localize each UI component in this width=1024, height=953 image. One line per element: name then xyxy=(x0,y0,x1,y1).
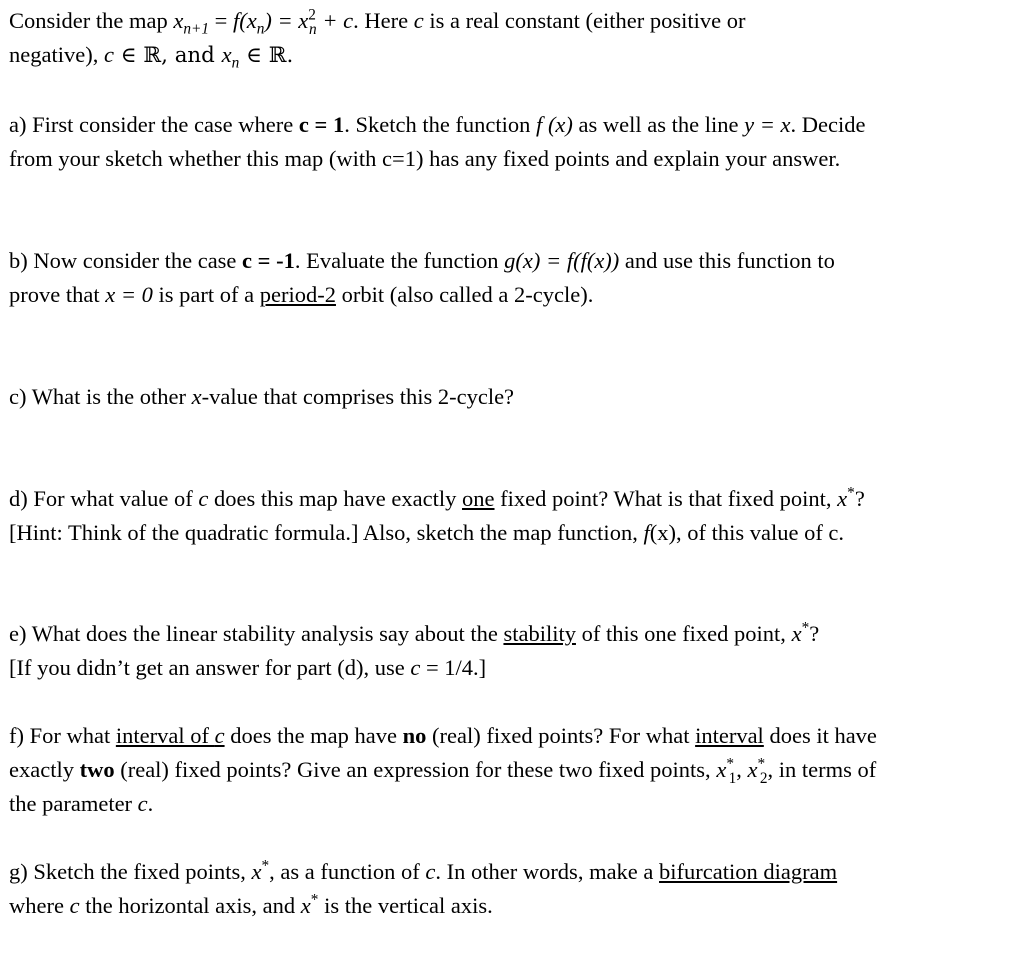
var-x: x xyxy=(300,893,311,918)
intro-text: . Here xyxy=(353,8,414,33)
text: ? xyxy=(809,621,820,646)
text: is part of a xyxy=(152,282,260,307)
text: d) For what value of xyxy=(9,486,199,511)
star-superscript: * xyxy=(726,755,734,773)
var-x: x xyxy=(747,757,758,782)
intro-line-2 xyxy=(9,38,1017,73)
eq-eq: = xyxy=(208,8,233,33)
text: a) First consider the case where xyxy=(9,112,299,137)
text: c) What is the other xyxy=(9,384,192,409)
bold-text: c = 1 xyxy=(298,112,345,137)
text: -value that comprises this 2-cycle? xyxy=(201,384,515,409)
text: . xyxy=(147,791,154,816)
set-membership: ∈ ℝ, and xyxy=(113,43,222,68)
part-a-line-2: from your sketch whether this map (with c=1) has any fixed points and explain your answer. xyxy=(9,146,841,171)
var-c: c xyxy=(425,859,436,884)
eq-sub: n xyxy=(309,20,317,38)
text: where xyxy=(9,893,70,918)
text: the horizontal axis, and xyxy=(79,893,301,918)
text: prove that xyxy=(9,282,106,307)
part-f-paragraph xyxy=(9,719,1017,821)
var-x: x xyxy=(791,621,802,646)
var-c: c xyxy=(69,893,80,918)
star-superscript: * xyxy=(757,755,766,773)
text: [Hint: Think of the quadratic formula.] Also, sketch the map function, xyxy=(9,520,644,545)
text: . Sketch the function xyxy=(344,112,537,137)
intro-paragraph xyxy=(9,4,1017,73)
part-d-paragraph xyxy=(9,482,1017,550)
part-b-paragraph xyxy=(9,244,1017,312)
eq-arg-close: ) = x xyxy=(264,8,309,33)
g-equation: g(x) = f(f(x)) xyxy=(504,248,620,273)
text: does the map have xyxy=(224,723,403,748)
text: ? xyxy=(854,486,865,511)
var-x: x xyxy=(716,757,727,782)
text: and use this function to xyxy=(619,248,835,273)
bold-text: no xyxy=(402,723,427,748)
eq-sup: 2 xyxy=(308,6,316,24)
line-equation: y = x xyxy=(744,112,791,137)
star-superscript: * xyxy=(261,857,270,875)
intro-line-1 xyxy=(9,4,1017,38)
intro-text: is a real constant (either positive or xyxy=(423,8,746,33)
part-g-paragraph xyxy=(9,855,1017,923)
var-f: f xyxy=(536,112,543,137)
text: (x) xyxy=(649,520,676,545)
text: , as a function of xyxy=(269,859,426,884)
part-g-line-2 xyxy=(9,889,1017,923)
text: (real) fixed points? Give an expression for these two fixed points, xyxy=(114,757,717,782)
part-e-paragraph xyxy=(9,617,1017,685)
subscript: 1 xyxy=(728,769,737,787)
part-c-line-1 xyxy=(9,380,1017,414)
part-b-line-1 xyxy=(9,244,1017,278)
text: . Decide xyxy=(790,112,866,137)
part-f-line-2 xyxy=(9,753,1017,787)
var-f: f xyxy=(643,520,650,545)
text: of this one fixed point, xyxy=(575,621,792,646)
text: (real) fixed points? For what xyxy=(426,723,696,748)
var-c: c xyxy=(410,655,421,680)
var-x: x xyxy=(191,384,202,409)
text: fixed point? What is that fixed point, xyxy=(494,486,838,511)
part-f-line-1 xyxy=(9,719,1017,753)
text: the parameter xyxy=(9,791,138,816)
text: g) Sketch the fixed points, xyxy=(9,859,252,884)
text: . In other words, make a xyxy=(435,859,660,884)
var-x: x = 0 xyxy=(105,282,153,307)
star-superscript: * xyxy=(847,484,855,502)
intro-text: negative), xyxy=(9,42,104,67)
var-c: c xyxy=(214,723,225,748)
text: as well as the line xyxy=(572,112,745,137)
var-c: c xyxy=(103,42,114,67)
text: = 1/4.] xyxy=(420,655,487,680)
bold-text: c = -1 xyxy=(242,248,295,273)
part-c-paragraph xyxy=(9,380,1017,414)
subscript: 2 xyxy=(759,769,768,787)
set-membership: ∈ ℝ. xyxy=(239,43,294,68)
text: e) What does the linear stability analysis say about the xyxy=(9,621,504,646)
part-g-line-1 xyxy=(9,855,1017,889)
part-a-paragraph xyxy=(9,108,1017,176)
star-superscript: * xyxy=(801,619,810,637)
part-d-line-1 xyxy=(9,482,1017,516)
underlined-text: one xyxy=(462,486,495,511)
var-x: x xyxy=(221,42,232,67)
var-x: (x) xyxy=(542,112,573,137)
text: , in terms of xyxy=(767,757,877,782)
text: interval of xyxy=(115,723,215,748)
eq-sub: n+1 xyxy=(183,20,209,38)
text: [If you didn’t get an answer for part (d), use xyxy=(9,655,411,680)
eq-tail: + c xyxy=(316,8,354,33)
eq-arg: (x xyxy=(239,8,257,33)
text: , xyxy=(736,757,748,782)
text: exactly xyxy=(9,757,80,782)
part-e-line-1 xyxy=(9,617,1017,651)
underlined-text: bifurcation diagram xyxy=(659,859,838,884)
var-x: x xyxy=(251,859,262,884)
text: f) For what xyxy=(9,723,116,748)
text: . Evaluate the function xyxy=(294,248,505,273)
eq-x: x xyxy=(173,8,184,33)
underlined-text: period-2 xyxy=(259,282,336,307)
intro-text: Consider the map xyxy=(9,8,174,33)
text: does it have xyxy=(763,723,877,748)
text: b) Now consider the case xyxy=(9,248,243,273)
underlined-text: interval xyxy=(695,723,764,748)
eq-sub: n xyxy=(231,54,240,72)
bold-text: two xyxy=(79,757,115,782)
part-a-line-1 xyxy=(9,108,1017,142)
eq-f: f xyxy=(232,8,240,33)
text: does this map have exactly xyxy=(208,486,463,511)
part-e-line-2 xyxy=(9,651,1017,685)
underlined-text xyxy=(116,723,225,748)
star-superscript: * xyxy=(310,891,319,909)
var-c: c xyxy=(198,486,209,511)
text: orbit (also called a 2-cycle). xyxy=(335,282,594,307)
part-d-line-2 xyxy=(9,516,1017,550)
eq-sub: n xyxy=(256,20,265,38)
part-b-line-2 xyxy=(9,278,1017,312)
var-c: c xyxy=(413,8,424,33)
var-x: x xyxy=(837,486,848,511)
text: , of this value of c. xyxy=(675,520,845,545)
map-equation xyxy=(173,6,354,38)
text: is the vertical axis. xyxy=(318,893,493,918)
part-f-line-3 xyxy=(9,787,1017,821)
var-c: c xyxy=(137,791,148,816)
underlined-text: stability xyxy=(503,621,576,646)
